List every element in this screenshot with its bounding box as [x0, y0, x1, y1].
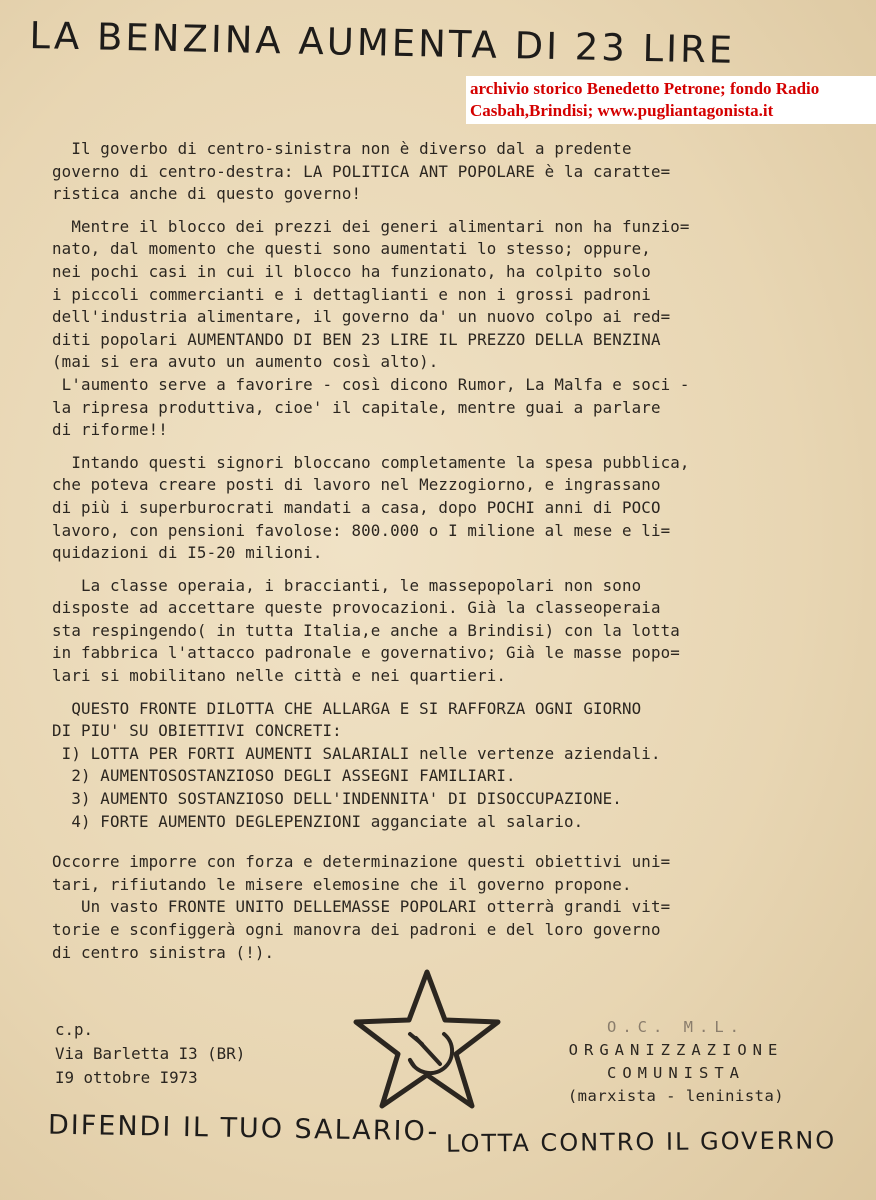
archive-watermark	[466, 76, 876, 124]
org-name-line-3: (marxista - leninista)	[567, 1087, 785, 1105]
text-line: nato, dal momento che questi sono aumentati lo stesso; oppure,	[52, 239, 651, 259]
text-line: di centro sinistra (!).	[52, 942, 275, 962]
organization-stamp	[506, 1016, 846, 1108]
text-line: Il goverbo di centro-sinistra non è diverso dal a predente	[52, 139, 632, 158]
text-line: lavoro, con pensioni favolose: 800.000 o I milione al mese e li=	[52, 520, 671, 540]
star-outline	[356, 972, 498, 1106]
text-line: quidazioni di I5-20 milioni.	[52, 543, 323, 563]
org-name-line-1: ORGANIZZAZIONE	[568, 1041, 784, 1059]
text-line: che poteva creare posti di lavoro nel Mezzogiorno, e ingrassano	[52, 475, 661, 495]
signature-cp: c.p.	[55, 1020, 94, 1039]
text-line: Mentre il blocco dei prezzi dei generi alimentari non ha funzio=	[52, 216, 690, 236]
list-item: 4) FORTE AUMENTO DEGLEPENZIONI agganciate al salario.	[52, 811, 584, 831]
text-line: ristica anche di questo governo!	[52, 184, 362, 204]
text-line: torie e sconfiggerà ogni manovra dei padroni e del loro governo	[52, 920, 661, 939]
text-line: nei pochi casi in cui il blocco ha funzionato, ha colpito solo	[52, 261, 651, 281]
org-name-line-2: COMUNISTA	[607, 1064, 745, 1082]
signature-address: Via Barletta I3 (BR)	[55, 1044, 246, 1063]
text-line: diti popolari AUMENTANDO DI BEN 23 LIRE IL PREZZO DELLA BENZINA	[52, 329, 661, 349]
handwritten-headline: LA BENZINA AUMENTA DI 23 LIRE	[29, 14, 736, 72]
text-line: Un vasto FRONTE UNITO DELLEMASSE POPOLARI otterrà grandi vit=	[52, 897, 671, 917]
text-line: lari si mobilitano nelle città e nei quartieri.	[52, 666, 507, 686]
text-line: di riforme!!	[52, 420, 168, 440]
star-emblem-icon	[352, 968, 502, 1113]
text-line: la ripresa produttiva, cioe' il capitale, mentre guai a parlare	[52, 397, 661, 417]
watermark-line-1: archivio storico Benedetto Petrone; fondo Radio	[470, 79, 820, 98]
handwritten-slogan-left: DIFENDI IL TUO SALARIO-	[47, 1109, 440, 1148]
flyer-body	[52, 138, 852, 964]
text-line: in fabbrica l'attacco padronale e governativo; Già le masse popo=	[52, 643, 680, 663]
hammer-and-sickle-icon	[410, 1034, 452, 1073]
org-acronym: O.C. M.L.	[607, 1018, 745, 1036]
sender-signature	[55, 1018, 245, 1090]
list-item: I) LOTTA PER FORTI AUMENTI SALARIALI nelle vertenze aziendali.	[52, 743, 661, 763]
text-line: dell'industria alimentare, il governo da' un nuovo colpo ai red=	[52, 307, 671, 327]
text-line: QUESTO FRONTE DILOTTA CHE ALLARGA E SI RAFFORZA OGNI GIORNO	[52, 698, 642, 718]
watermark-line-2: Casbah,Brindisi; www.pugliantagonista.it	[470, 101, 774, 120]
text-line: i piccoli commercianti e i dettaglianti e non i grossi padroni	[52, 284, 651, 304]
text-line: di più i superburocrati mandati a casa, dopo POCHI anni di POCO	[52, 497, 661, 517]
handwritten-slogan-right: LOTTA CONTRO IL GOVERNO	[445, 1126, 837, 1158]
text-line: (mai si era avuto un aumento così alto).	[52, 352, 439, 372]
signature-date: I9 ottobre I973	[55, 1068, 198, 1087]
text-line: disposte ad accettare queste provocazioni. Già la classeoperaia	[52, 598, 661, 618]
text-line: La classe operaia, i braccianti, le massepopolari non sono	[52, 575, 642, 595]
text-line: governo di centro-destra: LA POLITICA ANT POPOLARE è la caratte=	[52, 161, 671, 181]
text-line: DI PIU' SU OBIETTIVI CONCRETI:	[52, 721, 342, 741]
text-line: Occorre imporre con forza e determinazione questi obiettivi uni=	[52, 852, 671, 872]
text-line: tari, rifiutando le misere elemosine che il governo propone.	[52, 874, 632, 894]
text-line: L'aumento serve a favorire - così dicono Rumor, La Malfa e soci -	[52, 374, 690, 394]
list-item: 3) AUMENTO SOSTANZIOSO DELL'INDENNITA' DI DISOCCUPAZIONE.	[52, 789, 622, 809]
list-item: 2) AUMENTOSOSTANZIOSO DEGLI ASSEGNI FAMILIARI.	[52, 766, 516, 786]
text-line: sta respingendo( in tutta Italia,e anche a Brindisi) con la lotta	[52, 620, 680, 640]
text-line: Intando questi signori bloccano completamente la spesa pubblica,	[52, 452, 690, 472]
